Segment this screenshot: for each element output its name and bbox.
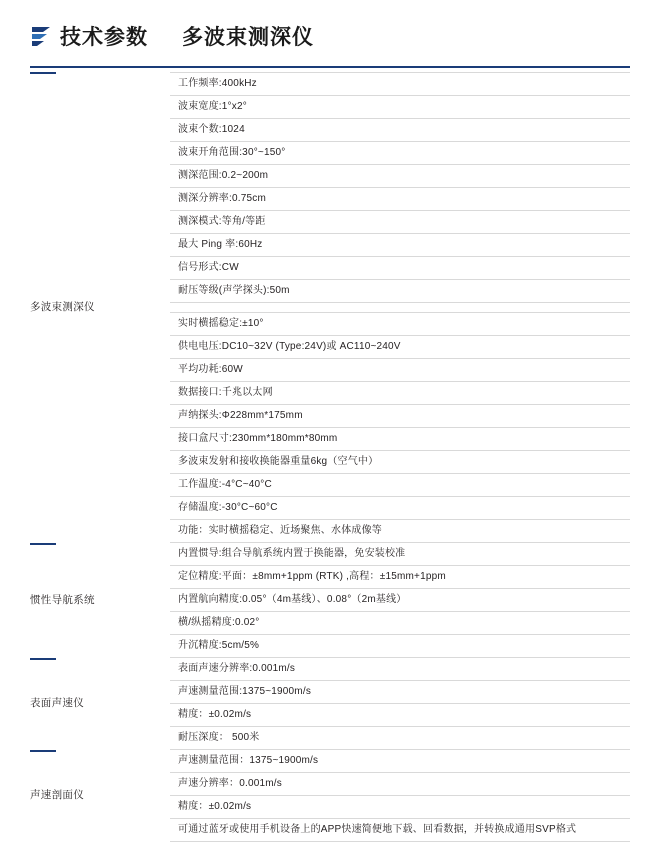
spec-group-rows (170, 750, 630, 842)
table-row: 功能：实时横摇稳定、近场聚焦、水体成像等 (170, 520, 630, 543)
table-row: 内置航向精度:0.05°（4m基线）、0.08°（2m基线） (170, 589, 630, 612)
table-row: 声速测量范围：1375~1900m/s (170, 750, 630, 773)
table-row: 测深模式:等角/等距 (170, 211, 630, 234)
spec-group (30, 658, 630, 750)
table-row: 声纳探头:Φ228mm*175mm (170, 405, 630, 428)
spec-group-label: 多波束测深仪 (30, 300, 95, 313)
page-subtitle: 多波束测深仪 (182, 25, 314, 49)
spec-group-rows (170, 72, 630, 543)
spec-group (30, 750, 630, 842)
spec-group-label-cell (30, 72, 170, 543)
stacked-bars-logo-icon (30, 24, 52, 50)
spec-group-label: 惯性导航系统 (30, 593, 95, 606)
table-row: 多波束发射和接收换能器重量6kg（空气中） (170, 451, 630, 474)
header-divider (30, 66, 630, 68)
page-header (0, 0, 660, 48)
spec-group-rows (170, 543, 630, 658)
spec-group (30, 72, 630, 543)
table-row: 精度：±0.02m/s (170, 796, 630, 819)
group-accent-bar (30, 750, 56, 752)
table-row: 平均功耗:60W (170, 359, 630, 382)
table-row: 工作频率:400kHz (170, 72, 630, 96)
table-row: 工作温度:-4°C~40°C (170, 474, 630, 497)
table-row: 最大 Ping 率:60Hz (170, 234, 630, 257)
table-row: 测深分辨率:0.75cm (170, 188, 630, 211)
spec-group-label: 表面声速仪 (30, 697, 84, 710)
table-row: 波束宽度:1°x2° (170, 96, 630, 119)
table-row: 可通过蓝牙或使用手机设备上的APP快速简便地下载、回看数据，并转换成通用SVP格式 (170, 819, 630, 842)
spec-group-label: 声速剖面仪 (30, 789, 84, 802)
table-row: 升沉精度:5cm/5% (170, 635, 630, 658)
spec-group-label-cell (30, 658, 170, 750)
table-row: 内置惯导:组合导航系统内置于换能器，免安装校准 (170, 543, 630, 566)
table-row: 数据接口:千兆以太网 (170, 382, 630, 405)
spec-group-label-cell (30, 543, 170, 658)
table-row: 信号形式:CW (170, 257, 630, 280)
group-accent-bar (30, 72, 56, 74)
table-row: 表面声速分辨率:0.001m/s (170, 658, 630, 681)
table-row: 横/纵摇精度:0.02° (170, 612, 630, 635)
table-row: 接口盒尺寸:230mm*180mm*80mm (170, 428, 630, 451)
group-accent-bar (30, 543, 56, 545)
table-row: 供电电压:DC10~32V (Type:24V)或 AC110~240V (170, 336, 630, 359)
table-row: 波束个数:1024 (170, 119, 630, 142)
table-row: 定位精度:平面：±8mm+1ppm (RTK) ,高程：±15mm+1ppm (170, 566, 630, 589)
table-row: 声速分辨率：0.001m/s (170, 773, 630, 796)
table-row: 波束开角范围:30°~150° (170, 142, 630, 165)
spec-group-label-cell (30, 750, 170, 842)
group-accent-bar (30, 658, 56, 660)
table-row: 存储温度:-30°C~60°C (170, 497, 630, 520)
row-spacer (170, 303, 630, 312)
page-title: 技术参数 (60, 25, 148, 49)
specs-table (30, 72, 630, 842)
table-row: 声速测量范围:1375~1900m/s (170, 681, 630, 704)
spec-group-rows (170, 658, 630, 750)
table-row: 耐压等级(声学探头):50m (170, 280, 630, 303)
spec-group (30, 543, 630, 658)
table-row: 测深范围:0.2~200m (170, 165, 630, 188)
table-row: 精度：±0.02m/s (170, 704, 630, 727)
table-row: 实时横摇稳定:±10° (170, 312, 630, 336)
table-row: 耐压深度： 500米 (170, 727, 630, 750)
